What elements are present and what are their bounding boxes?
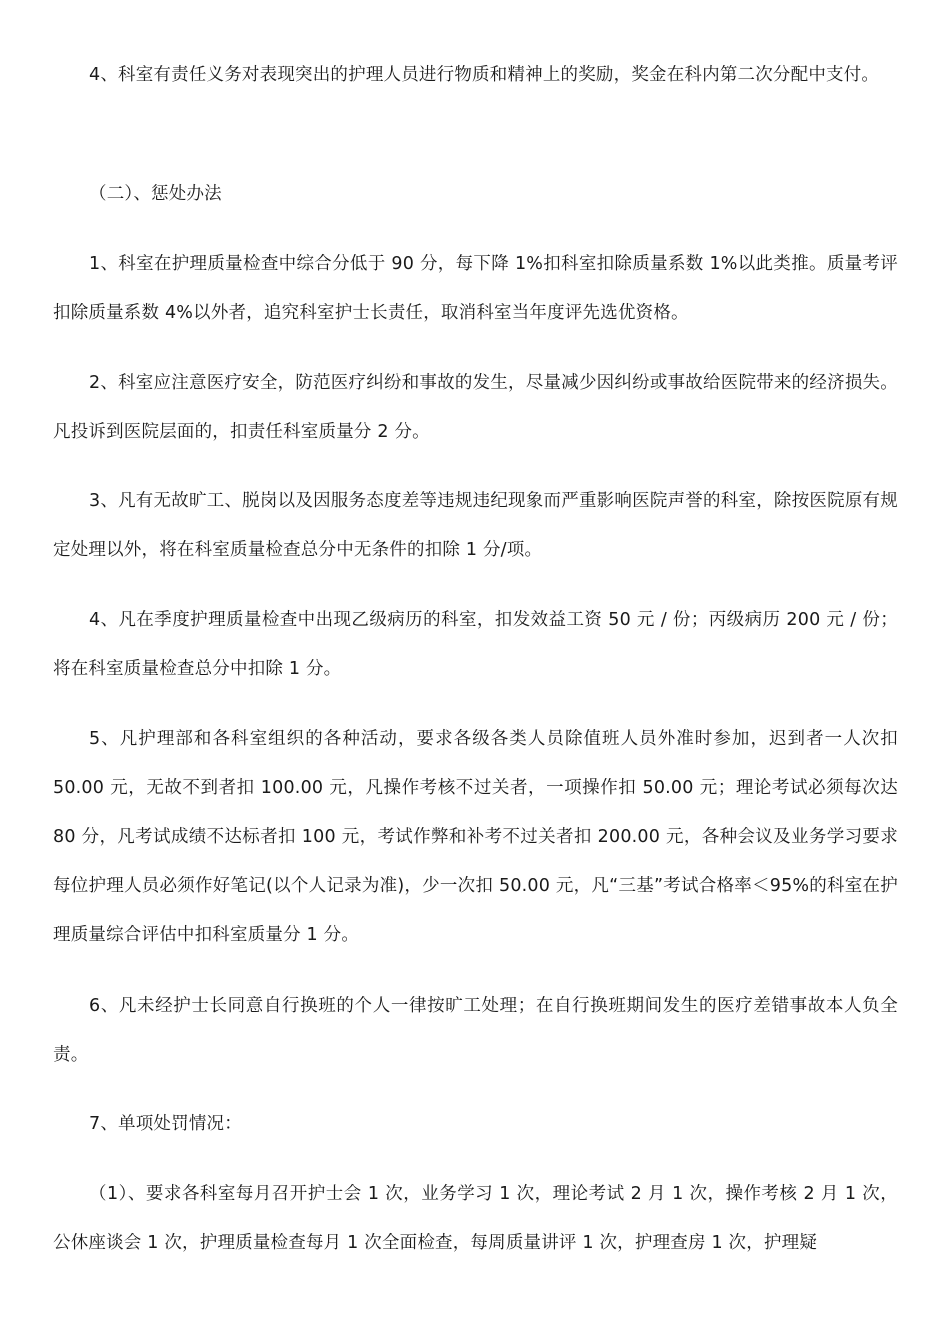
paragraph-penalty-1: 1、科室在护理质量检查中综合分低于 90 分，每下降 1%扣科室扣除质量系数 1%以此类推。质量考评扣除质量系数 4%以外者，追究科室护士长责任，取消科室当年度评先选优资格。: [53, 254, 898, 323]
paragraph-penalty-4: 4、凡在季度护理质量检查中出现乙级病历的科室，扣发效益工资 50 元 / 份；丙级病历 200 元 / 份；将在科室质量检查总分中扣除 1 分。: [53, 610, 898, 679]
paragraph-penalty-3: 3、凡有无故旷工、脱岗以及因服务态度差等违规违纪现象而严重影响医院声誉的科室，除按医院原有规定处理以外，将在科室质量检查总分中无条件的扣除 1 分/项。: [53, 491, 898, 560]
section-heading-penalty: （二）、惩处办法: [89, 184, 222, 204]
paragraph-penalty-2: 2、科室应注意医疗安全，防范医疗纠纷和事故的发生，尽量减少因纠纷或事故给医院带来的经济损失。凡投诉到医院层面的，扣责任科室质量分 2 分。: [53, 373, 898, 442]
paragraph-penalty-7-1: （1）、要求各科室每月召开护士会 1 次，业务学习 1 次，理论考试 2 月 1 次，操作考核 2 月 1 次，公休座谈会 1 次，护理质量检查每月 1 次全面检查，每周质量讲评 1 次，护理查房 1 次，护理疑: [53, 1184, 898, 1253]
paragraph-penalty-7: 7、单项处罚情况：: [89, 1114, 242, 1134]
paragraph-reward-4: 4、科室有责任义务对表现突出的护理人员进行物质和精神上的奖励，奖金在科内第二次分配中支付。: [89, 65, 880, 85]
paragraph-penalty-5: 5、凡护理部和各科室组织的各种活动，要求各级各类人员除值班人员外准时参加，迟到者一人次扣 50.00 元，无故不到者扣 100.00 元，凡操作考核不过关者，一项操作扣 50.00 元；理论考试必须每次达 80 分，凡考试成绩不达标者扣 100 元，考试作弊和补考不过关者扣 200.00 元，各种会议及业务学习要求每位护理人员必须作好笔记(以个人记录为准)，少一次扣 50.00 元，凡“三基”考试合格率＜95%的科室在护理质量综合评估中扣科室质量分 1 分。: [53, 729, 898, 945]
paragraph-penalty-6: 6、凡未经护士长同意自行换班的个人一律按旷工处理；在自行换班期间发生的医疗差错事故本人负全责。: [53, 996, 898, 1065]
